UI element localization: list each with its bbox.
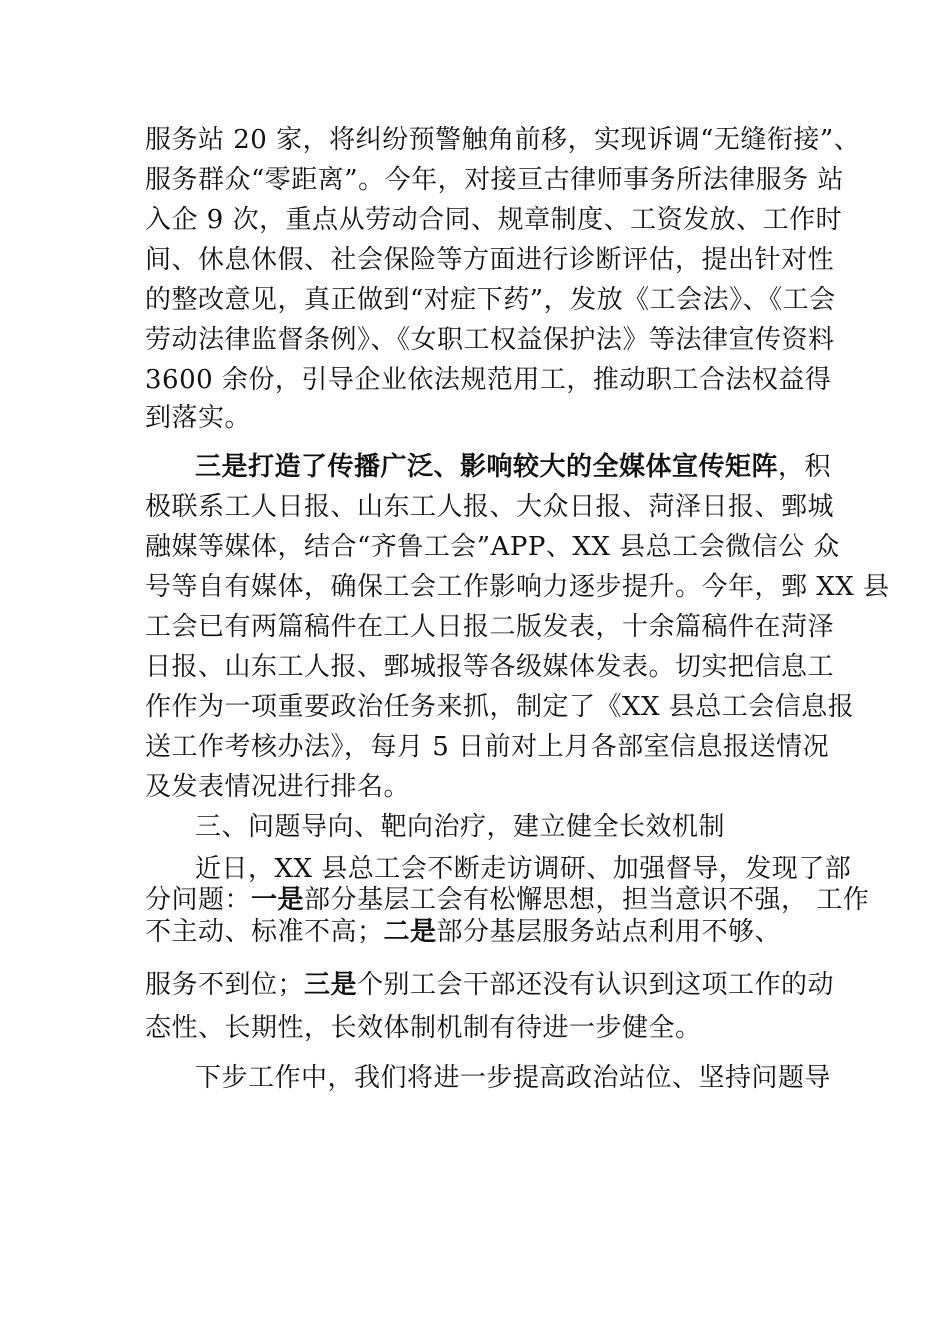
text-line: 态性、长期性，长效体制机制有待进一步健全。: [145, 1013, 702, 1043]
text-line: 及发表情况进行排名。: [145, 772, 411, 802]
text-run: 个别工会干部还没有认识到这项工作的动: [357, 970, 835, 1000]
text-line: 号等自有媒体，确保工会工作影响力逐步提升。今年，鄄 XX 县: [145, 572, 890, 602]
bold-marker: 三是: [304, 970, 358, 1000]
text-run: ，积: [778, 452, 832, 482]
bold-marker: 二是: [383, 917, 437, 947]
text-line: 作作为一项重要政治任务来抓，制定了《XX 县总工会信息报: [145, 692, 855, 722]
bold-marker: 一是: [251, 885, 305, 915]
text-line: 近日，XX 县总工会不断走访调研、加强督导，发现了部: [195, 854, 852, 884]
text-run: 部分基层工会有松懈思想，担当意识不强， 工作: [304, 885, 870, 915]
section-heading: 三、问题导向、靶向治疗，建立健全长效机制: [195, 812, 726, 842]
bold-lead-in: 三是打造了传播广泛、影响较大的全媒体宣传矩阵: [195, 452, 779, 482]
text-line: 劳动法律监督条例》、《女职工权益保护法》等法律宣传资料: [145, 325, 835, 355]
text-line: 融媒等媒体，结合“齐鲁工会”APP、XX 县总工会微信公 众: [145, 532, 840, 562]
text-line: 3600 余份，引导企业依法规范用工，推动职工合法权益得: [145, 365, 832, 395]
text-run: 不主动、标准不高；: [145, 917, 384, 947]
text-line: 极联系工人日报、山东工人报、大众日报、菏泽日报、鄄城: [145, 492, 835, 522]
text-run: 服务不到位；: [145, 970, 305, 1000]
text-line: 日报、山东工人报、鄄城报等各级媒体发表。切实把信息工: [145, 652, 835, 682]
text-line: 间、休息休假、社会保险等方面进行诊断评估，提出针对性: [145, 245, 835, 275]
text-run: 分问题：: [145, 885, 252, 915]
text-line: [145, 970, 834, 1000]
text-line: 入企 9 次，重点从劳动合同、规章制度、工资发放、工作时: [145, 205, 843, 235]
text-line: 服务站 20 家，将纠纷预警触角前移，实现诉调“无缝衔接”、: [145, 125, 861, 155]
text-line: 到落实。: [145, 403, 252, 433]
text-line: 下步工作中，我们将进一步提高政治站位、坚持问题导: [195, 1063, 832, 1093]
text-run: 部分基层服务站点利用不够、: [436, 917, 782, 947]
text-line: 送工作考核办法》，每月 5 日前对上月各部室信息报送情况: [145, 732, 830, 762]
text-line: [145, 917, 781, 947]
text-line: [145, 885, 869, 915]
text-line: 服务群众“零距离”。今年，对接亘古律师事务所法律服务 站: [145, 165, 844, 195]
text-line: [195, 452, 831, 482]
text-line: 工会已有两篇稿件在工人日报二版发表，十余篇稿件在菏泽: [145, 612, 835, 642]
text-line: 的整改意见，真正做到“对症下药”，发放《工会法》、《工会: [145, 285, 836, 315]
